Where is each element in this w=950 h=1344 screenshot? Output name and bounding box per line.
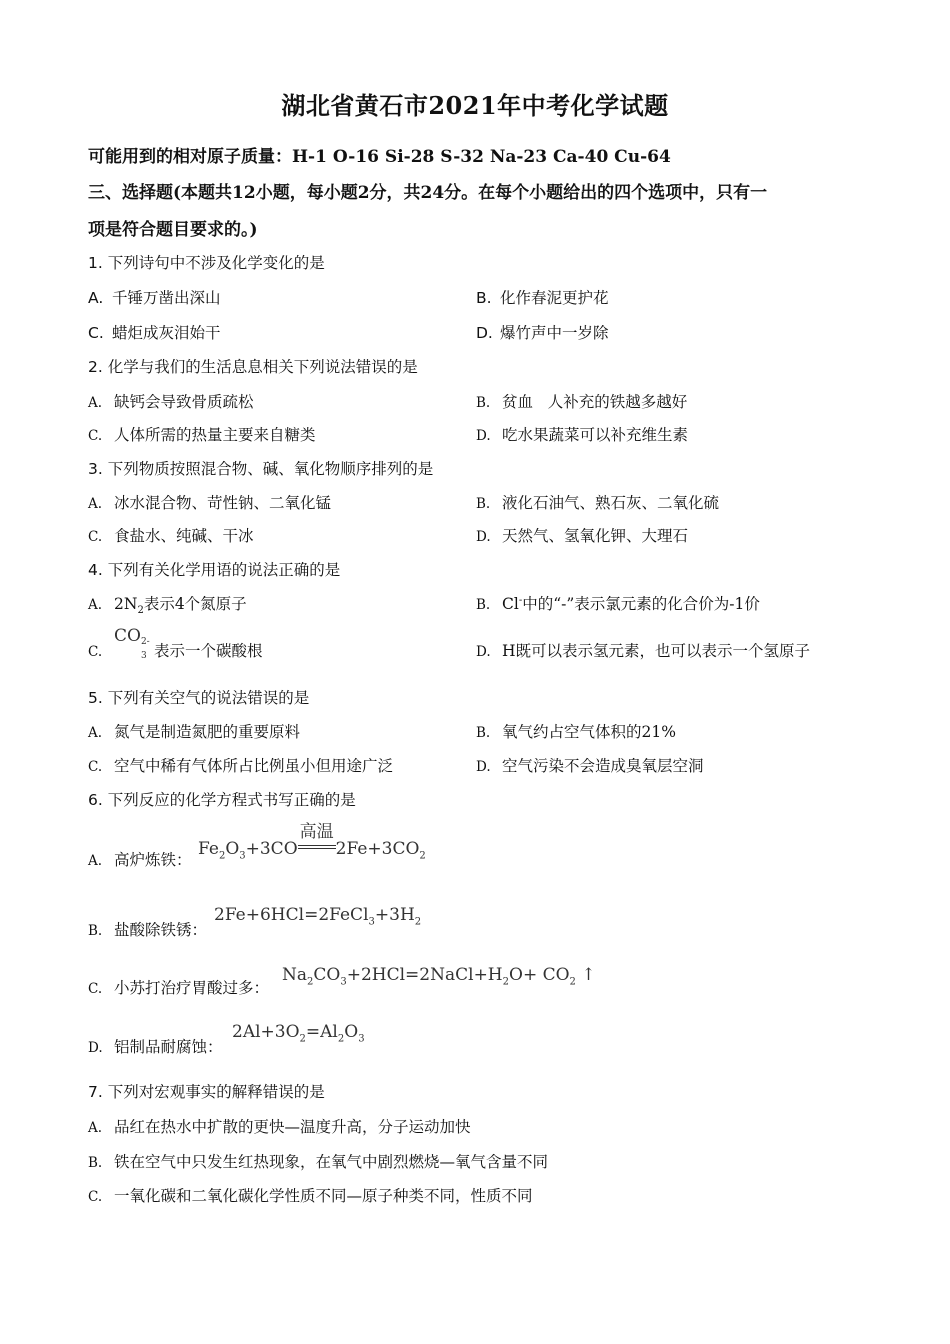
q5-option-d [476, 754, 704, 776]
option-label: C. [88, 324, 104, 342]
question-number: 7. [88, 1083, 103, 1101]
question-number: 1. [88, 254, 103, 272]
option-label: B. [476, 496, 491, 512]
option-text: 吃水果蔬菜可以补充维生素 [502, 426, 689, 444]
option-text: 小苏打治疗胃酸过多： [114, 979, 270, 997]
option-text: 液化石油气、熟石灰、二氧化硫 [502, 494, 720, 512]
question-1 [88, 251, 325, 273]
equation-aluminum: $2Al+3O_2=Al_2O_3$ [232, 1022, 365, 1045]
option-text: 爆竹声中一岁除 [500, 324, 609, 342]
question-text: 下列有关空气的说法错误的是 [107, 689, 310, 707]
question-4 [88, 558, 340, 580]
option-text: 食盐水、纯碱、干冰 [114, 527, 254, 545]
q6-option-b [88, 918, 207, 940]
q4-option-b [476, 592, 760, 614]
option-label: C. [88, 759, 103, 775]
option-label: D. [88, 1040, 103, 1056]
q3-option-a [88, 491, 331, 513]
option-label: A. [88, 496, 103, 512]
q7-option-c [88, 1184, 533, 1206]
option-label: C. [88, 644, 103, 660]
atomic-masses-line: 可能用到的相对原子质量：H-1 O-16 Si-28 S-32 Na-23 Ca-40 Cu-64 [88, 147, 671, 167]
option-text: 品红在热水中扩散的更快—温度升高，分子运动加快 [114, 1118, 471, 1136]
option-label: A. [88, 597, 103, 613]
option-label: B. [476, 289, 492, 307]
question-text: 化学与我们的生活息息相关下列说法错误的是 [107, 358, 418, 376]
option-label: B. [476, 725, 491, 741]
option-label: D. [476, 324, 493, 342]
formula-2n2: $2N_2$ [114, 595, 144, 617]
option-text: 千锤万凿出深山 [112, 289, 221, 307]
reaction-condition: 高温 [298, 839, 336, 859]
question-text: 下列对宏观事实的解释错误的是 [107, 1083, 325, 1101]
equation-blast-furnace: $Fe_2O_3+3CO$ 高温 $2Fe+3CO_2$ [198, 822, 426, 862]
q2-option-c [88, 423, 316, 445]
option-text: 空气中稀有气体所占比例虽小但用途广泛 [114, 757, 394, 775]
option-text: 人体所需的热量主要来自糖类 [114, 426, 316, 444]
question-2 [88, 355, 418, 377]
option-label: A. [88, 853, 103, 869]
question-number: 4. [88, 561, 103, 579]
formula-cl-ion: Cl- [502, 594, 523, 613]
option-label: C. [88, 428, 103, 444]
q1-option-a [88, 286, 221, 308]
option-text: 表示一个碳酸根 [154, 642, 263, 660]
option-text: 蜡炬成灰泪始干 [112, 324, 221, 342]
section-instructions-line2: 项是符合题目要求的。) [88, 220, 258, 240]
q2-option-a [88, 390, 254, 412]
q4-option-a [88, 592, 247, 616]
question-number: 5. [88, 689, 103, 707]
option-text: 中的“-”表示氯元素的化合价为-1价 [522, 595, 760, 613]
question-3 [88, 457, 433, 479]
option-text: 表示4个氮原子 [143, 595, 247, 613]
option-label: A. [88, 289, 104, 307]
q2-option-b [476, 390, 687, 412]
q4-option-d [476, 639, 810, 661]
option-label: C. [88, 529, 103, 545]
option-text: 高炉炼铁： [114, 851, 192, 869]
option-label: B. [88, 1155, 103, 1171]
option-text: 一氧化碳和二氧化碳化学性质不同—原子种类不同，性质不同 [114, 1187, 533, 1205]
question-text: 下列反应的化学方程式书写正确的是 [107, 791, 356, 809]
q3-option-d [476, 524, 688, 546]
option-text: 化作春泥更护花 [500, 289, 609, 307]
q5-option-c [88, 754, 393, 776]
q7-option-a [88, 1115, 471, 1137]
option-text: 天然气、氢氧化钾、大理石 [502, 527, 689, 545]
q5-option-b [476, 720, 676, 742]
question-5 [88, 686, 309, 708]
option-label: A. [88, 1120, 103, 1136]
q5-option-a [88, 720, 300, 742]
option-label: D. [476, 529, 491, 545]
question-6 [88, 788, 356, 810]
q6-option-a [88, 848, 192, 870]
option-text: H既可以表示氢元素，也可以表示一个氢原子 [502, 642, 811, 660]
equation-rust-removal: $2Fe+6HCl=2FeCl_3+3H_2$ [214, 905, 422, 928]
question-number: 3. [88, 460, 103, 478]
q1-option-b [476, 286, 609, 308]
option-label: B. [88, 923, 103, 939]
formula-carbonate-ion: CO 2- 3 [114, 626, 150, 661]
option-label: C. [88, 981, 103, 997]
q1-option-d [476, 321, 609, 343]
q6-option-d [88, 1035, 223, 1057]
option-label: D. [476, 428, 491, 444]
question-text: 下列有关化学用语的说法正确的是 [107, 561, 341, 579]
section-instructions-line1: 三、选择题(本题共12小题，每小题2分，共24分。在每个小题给出的四个选项中，只有一 [88, 183, 768, 203]
option-text: 铝制品耐腐蚀： [114, 1038, 223, 1056]
question-text: 下列诗句中不涉及化学变化的是 [107, 254, 325, 272]
question-number: 6. [88, 791, 103, 809]
option-label: A. [88, 395, 103, 411]
option-text: 贫血 人补充的铁越多越好 [502, 393, 688, 411]
q3-option-c [88, 524, 254, 546]
page-title: 湖北省黄石市2021年中考化学试题 [281, 91, 669, 120]
q7-option-b [88, 1150, 548, 1172]
q2-option-d [476, 423, 688, 445]
q1-option-c [88, 321, 221, 343]
option-label: B. [476, 597, 491, 613]
option-text: 铁在空气中只发生红热现象，在氧气中剧烈燃烧—氧气含量不同 [114, 1153, 549, 1171]
option-text: 缺钙会导致骨质疏松 [114, 393, 254, 411]
option-label: C. [88, 1189, 103, 1205]
option-label: D. [476, 759, 491, 775]
option-text: 空气污染不会造成臭氧层空洞 [502, 757, 704, 775]
option-text: 氧气约占空气体积的21% [502, 723, 676, 741]
question-text: 下列物质按照混合物、碱、氧化物顺序排列的是 [107, 460, 434, 478]
q6-option-c [88, 976, 269, 998]
option-label: A. [88, 725, 103, 741]
equation-baking-soda: $Na_2CO_3+2HCl=2NaCl+H_2O+ CO_2$ ↑ [282, 965, 596, 988]
option-text: 氮气是制造氮肥的重要原料 [114, 723, 301, 741]
option-label: D. [476, 644, 491, 660]
question-7 [88, 1080, 325, 1102]
option-text: 冰水混合物、苛性钠、二氧化锰 [114, 494, 332, 512]
q3-option-b [476, 491, 719, 513]
question-number: 2. [88, 358, 103, 376]
option-label: B. [476, 395, 491, 411]
option-text: 盐酸除铁锈： [114, 921, 208, 939]
